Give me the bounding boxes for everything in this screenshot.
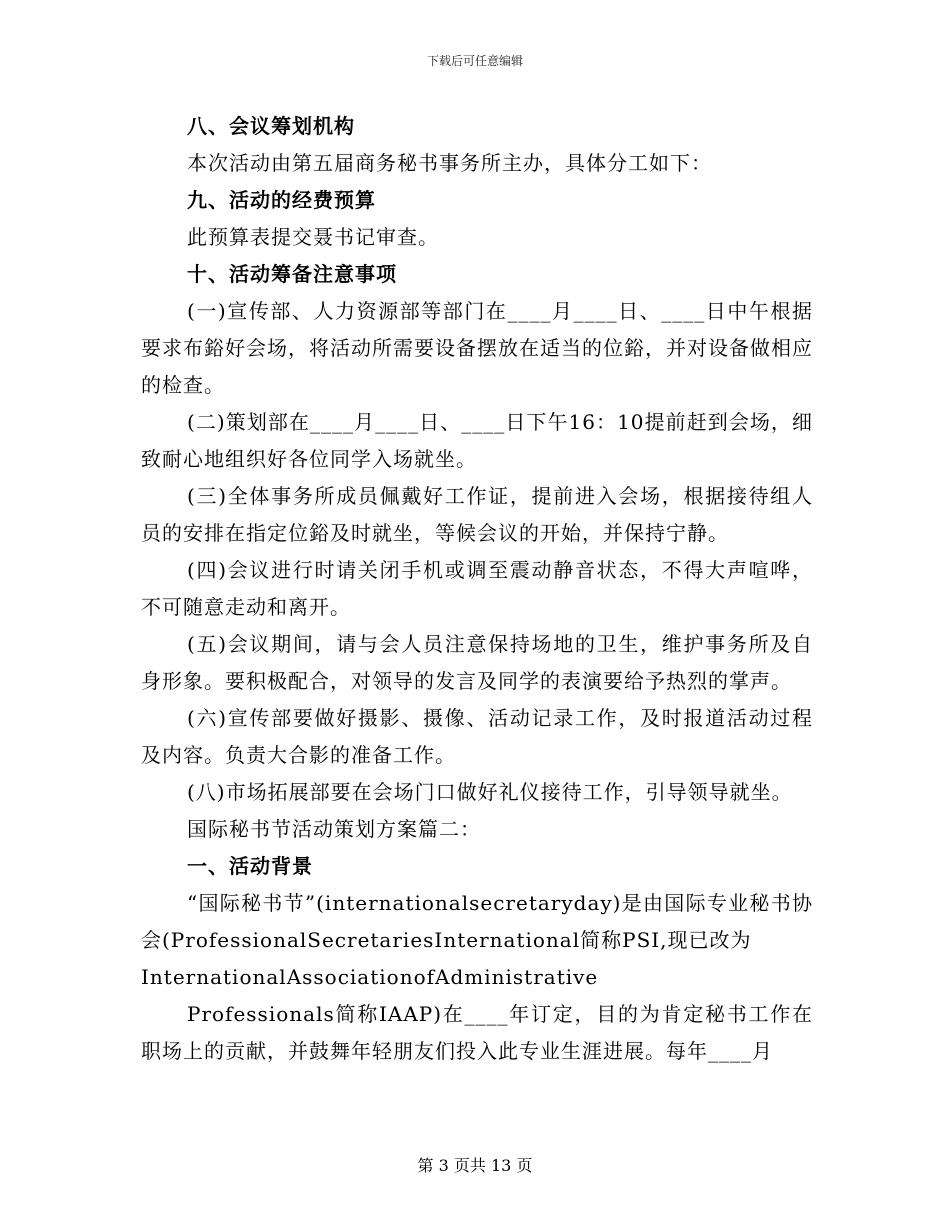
section-heading-1: 一、活动背景 [187, 854, 313, 878]
list-item-1: (一)宣传部、人力资源部等部门在____月____日、____日中午根据要求布鋊好会场，将活动所需要设备摆放在适当的位鋊，并对设备做相应的检查。 [141, 299, 813, 397]
background-paragraph-2: InternationalAssociationofAdministrative [141, 965, 599, 989]
list-item-4: (四)会议进行时请关闭手机或调至震动静音状态，不得大声喧哗，不可随意走动和离开。 [141, 558, 813, 619]
list-item-6: (六)宣传部要做好摄影、摄像、活动记录工作，及时报道活动过程及内容。负责大合影的准备工作。 [141, 706, 813, 767]
list-item-8: (八)市场拓展部要在会场门口做好礼仪接待工作，引导领导就坐。 [187, 780, 793, 804]
document-body [141, 108, 813, 1070]
list-item-3: (三)全体事务所成员佩戴好工作证，提前进入会场，根据接待组人员的安排在指定位鋊及时就坐，等候会议的开始，并保持宁静。 [141, 484, 813, 545]
page-header-note: 下载后可任意编辑 [426, 54, 523, 68]
paragraph-budget: 此预算表提交聂书记审查。 [187, 225, 439, 249]
paragraph-organizer: 本次活动由第五届商务秘书事务所主办，具体分工如下： [187, 151, 712, 175]
list-item-5: (五)会议期间，请与会人员注意保持场地的卫生，维护事务所及自身形象。要积极配合，对领导的发言及同学的表演要给予热烈的掌声。 [141, 632, 813, 693]
background-paragraph-3: Professionals简称IAAP)在____年订定，目的为肯定秘书工作在职场上的贡献，并鼓舞年轻朋友们投入此专业生涯进展。每年____月 [141, 1002, 813, 1063]
page-number-footer: 第 3 页共 13 页 [417, 1156, 533, 1175]
list-item-2: (二)策划部在____月____日、____日下午16：10提前赶到会场，细致耐心地组织好各位同学入场就坐。 [141, 410, 813, 471]
section-heading-10: 十、活动筹备注意事项 [187, 262, 397, 286]
section-heading-9: 九、活动的经费预算 [187, 188, 376, 212]
background-paragraph-1: “国际秘书节”(internationalsecretaryday)是由国际专业秘书协会(ProfessionalSecretariesInternational简称PSI,现已改为 [141, 891, 813, 952]
plan-two-title: 国际秘书节活动策划方案篇二： [187, 817, 481, 841]
section-heading-8: 八、会议筹划机构 [187, 114, 355, 138]
